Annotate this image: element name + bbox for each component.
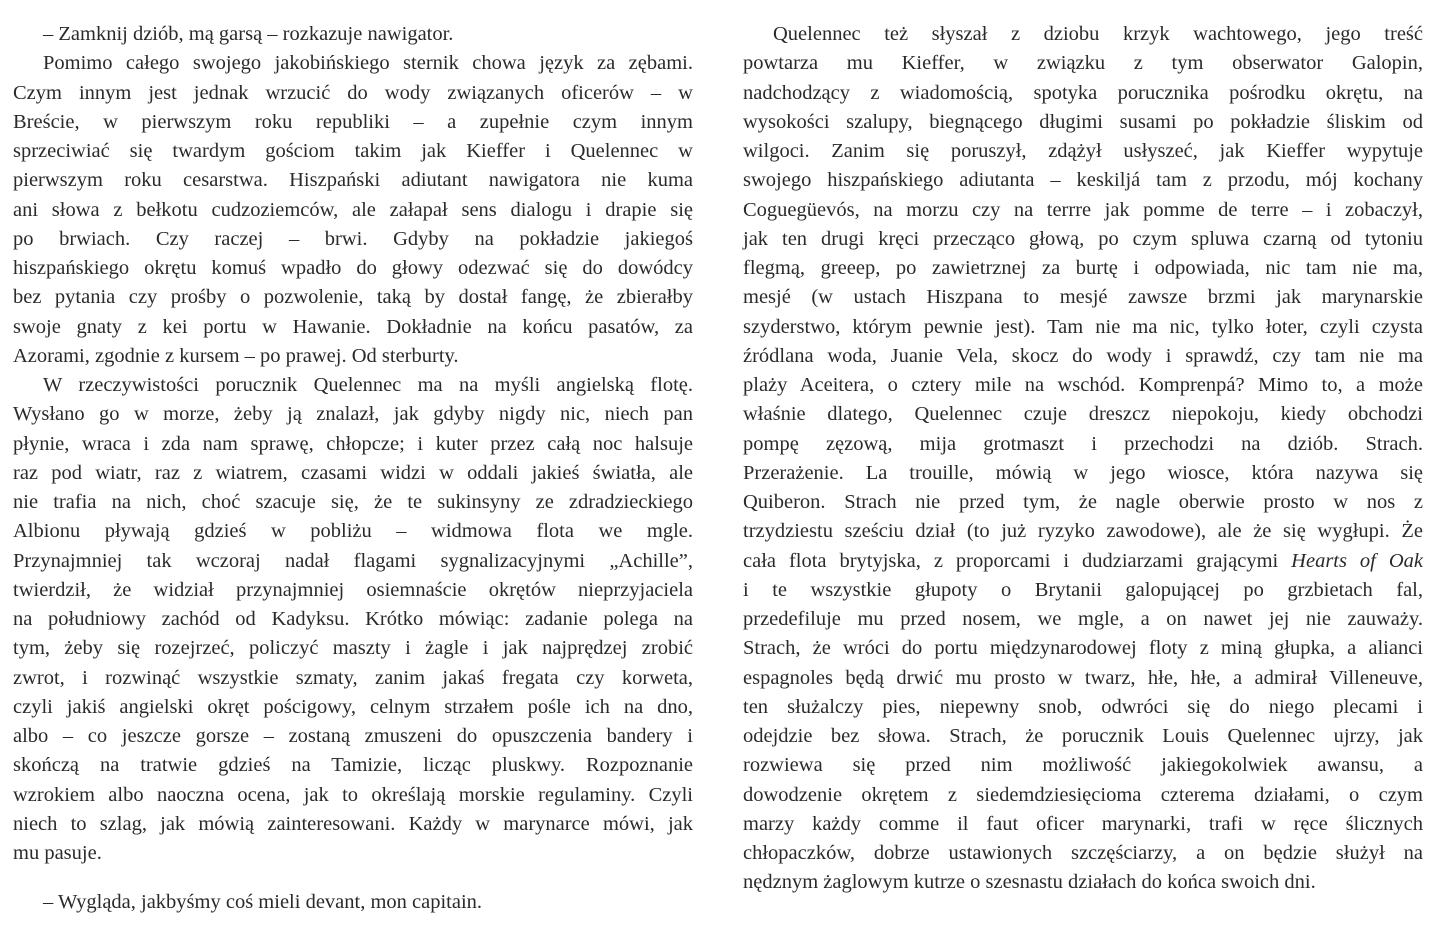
- text-line: pompę zęzową, mija grotmaszt i przechodzi na dziób. Strach.: [743, 432, 1423, 455]
- text-line: czyli jakiś angielski okręt pościgowy, celnym strzałem pośle ich na dno,: [13, 695, 693, 718]
- text-line: ani słowa z bełkotu cudzoziemców, ale załapał sens dialogu i drapie się: [13, 198, 693, 221]
- left-text-column: [13, 20, 693, 918]
- text-line: mesjé (w ustach Hiszpana to mesjé zawsze brzmi jak marynarskie: [743, 286, 1423, 309]
- italic-title: Hearts of Oak: [1291, 549, 1423, 572]
- text-line: przedefiluje mu przed nosem, we mgle, a on nawet jej nie zauważy.: [743, 608, 1423, 630]
- paragraph: [743, 20, 1423, 898]
- paragraph: [13, 371, 693, 868]
- text-line: płynie, wraca i zda nam sprawę, chłopcze; i kuter przez całą noc halsuje: [13, 432, 693, 455]
- text-line: ten służalczy pies, niepewny snob, odwróci się do niego plecami i: [743, 695, 1423, 718]
- text-line: flegmą, greeep, po zawietrznej za burtę i odpowiada, nic tam nie ma,: [743, 257, 1423, 279]
- text-line: nadchodzący z wiadomością, spotyka porucznika pośrodku okrętu, na: [743, 81, 1423, 104]
- text-line: wysokości szalupy, biegnącego długimi susami po pokładzie śliskim od: [743, 110, 1423, 133]
- text-line: niech to szlag, jak mówią zainteresowani. Każdy w marynarce mówi, jak: [13, 812, 693, 835]
- text-line: sprzeciwiać się twardym gościom takim jak Kieffer i Quelennec w: [13, 140, 693, 162]
- text-line: Albionu pływają gdzieś w pobliżu – widmowa flota we mgle.: [13, 520, 693, 543]
- text-line: wilgoci. Zanim się poruszył, zdążył usłyszeć, jak Kieffer wypytuje: [743, 140, 1423, 162]
- text-line: skończą na tratwie gdzieś na Tamizie, licząc pluskwy. Rozpoznanie: [13, 754, 693, 777]
- text-line: swoje gnaty z kei portu w Hawanie. Dokładnie na końcu pasatów, za: [13, 315, 693, 338]
- text-line: wzrokiem albo naoczna ocena, jak to określają morskie regulaminy. Czyli: [13, 783, 693, 806]
- text-line: szyderstwo, którym pewnie jest). Tam nie ma nic, tylko łoter, czyli czysta: [743, 315, 1423, 338]
- text-line: marzy każdy comme il faut oficer marynarki, trafi w ręce ślicznych: [743, 812, 1423, 835]
- text-line: espagnoles będą drwić mu prosto w twarz, hłe, hłe, a admirał Villeneuve,: [743, 666, 1423, 689]
- text-line: Przerażenie. La trouille, mówią w jego wiosce, która nazywa się: [743, 461, 1423, 484]
- text-line: na południowy zachód od Kadyksu. Krótko mówiąc: zadanie polega na: [13, 608, 693, 630]
- text-line: Quelennec też słyszał z dziobu krzyk wachtowego, jego treść: [773, 23, 1423, 45]
- text-line: Quiberon. Strach nie przed tym, że nagle oberwie prosto w nos z: [743, 491, 1423, 513]
- text-line: cała flota brytyjska, z proporcami i dudziarzami grającymi Hearts of Oak: [743, 549, 1423, 572]
- text-line: Czym innym jest jednak wrzucić do wody związanych oficerów – w: [13, 81, 693, 104]
- text-line: po brwiach. Czy raczej – brwi. Gdyby na pokładzie jakiegoś: [13, 227, 693, 250]
- text-line: nie trafia na nich, choć szacuje się, że te sukinsyny ze zdradzieckiego: [13, 491, 693, 513]
- text-line: Wysłano go w morze, żeby ją znalazł, jak gdyby nigdy nic, niech pan: [13, 403, 693, 426]
- text-line: odejdzie bez słowa. Strach, że porucznik Louis Quelennec ujrzy, jak: [743, 725, 1423, 747]
- paragraph: [13, 49, 693, 371]
- text-line: rozwiewa się przed nim możliwość jakiegokolwiek awansu, a: [743, 754, 1423, 777]
- text-line: hiszpańskiego okrętu komuś wpadło do głowy odezwać się do dowódcy: [13, 257, 693, 279]
- text-line: mu pasuje.: [13, 842, 102, 864]
- text-line: Coguegüevós, na morzu czy na terrre jak pomme de terre – i zobaczył,: [743, 198, 1423, 221]
- text-line: trzydziestu sześciu dział (to już ryzyko zawodowe), ale że się wygłupi. Że: [743, 520, 1423, 543]
- text-line: pierwszym roku cesarstwa. Hiszpański adiutant nawigatora nie kuma: [13, 169, 693, 192]
- text-line: Przynajmniej tak wczoraj nadał flagami sygnalizacyjnymi „Achille”,: [13, 549, 693, 572]
- text-line: tym, żeby się rozejrzeć, policzyć maszty i żagle i jak najprędzej zrobić: [13, 637, 693, 660]
- text-line: raz pod wiatr, raz z wiatrem, czasami widzi w oddali jakieś światła, ale: [13, 461, 693, 484]
- text-line: źródlana woda, Juanie Vela, skocz do wody i sprawdź, czy tam nie ma: [743, 344, 1423, 367]
- text-line: albo – co jeszcze gorsze – zostaną zmuszeni do opuszczenia bandery i: [13, 725, 693, 747]
- paragraph: [13, 20, 693, 49]
- text-line: i te wszystkie głupoty o Brytanii galopującej po grzbietach fal,: [743, 578, 1423, 601]
- text-line: chłopaczków, dobrze ustawionych szczęściarzy, a on będzie służył na: [743, 842, 1423, 864]
- text-line: Pomimo całego swojego jakobińskiego sternik chowa język za zębami.: [43, 52, 693, 75]
- text-line: plaży Aceitera, o cztery mile na wschód. Komprenpá? Mimo to, a może: [743, 374, 1423, 396]
- text-line: Breście, w pierwszym roku republiki – a zupełnie czym innym: [13, 110, 693, 133]
- text-line: bez pytania czy prośby o pozwolenie, taką by dostał fangę, że zbierałby: [13, 286, 693, 309]
- right-text-column: [743, 20, 1423, 898]
- text-line: Strach, że wróci do portu międzynarodowej floty z miną głupka, a alianci: [743, 637, 1423, 660]
- text-line: jak ten drugi kręci przecząco głową, po czym spluwa czarną od tytoniu: [743, 227, 1423, 250]
- paragraph-gap: [13, 868, 693, 888]
- text-line: powtarza mu Kieffer, w związku z tym obserwator Galopin,: [743, 52, 1423, 75]
- text-line: właśnie dlatego, Quelennec czuje dreszcz niepokoju, kiedy obchodzi: [743, 403, 1423, 426]
- text-line: dowodzenie okrętem z siedemdziesięcioma czterema działami, o czym: [743, 783, 1423, 806]
- text-line: W rzeczywistości porucznik Quelennec ma na myśli angielską flotę.: [43, 374, 693, 396]
- text-line: – Zamknij dziób, mą garsą – rozkazuje nawigator.: [43, 23, 454, 45]
- text-line: swojego hiszpańskiego adiutanta – keskiljá tam z przodu, mój kochany: [743, 169, 1423, 192]
- text-line: twierdził, że widział przynajmniej osiemnaście okrętów nieprzyjaciela: [13, 578, 693, 601]
- text-line: Azorami, zgodnie z kursem – po prawej. Od sterburty.: [13, 344, 459, 367]
- text-line: nędznym żaglowym kutrze o szesnastu działach do końca swoich dni.: [743, 871, 1316, 894]
- text-line: zwrot, i rozwinąć wszystkie szmaty, zanim jakaś fregata czy korweta,: [13, 666, 693, 689]
- text-line: – Wygląda, jakbyśmy coś mieli devant, mon capitain.: [43, 891, 483, 914]
- paragraph: [13, 888, 693, 917]
